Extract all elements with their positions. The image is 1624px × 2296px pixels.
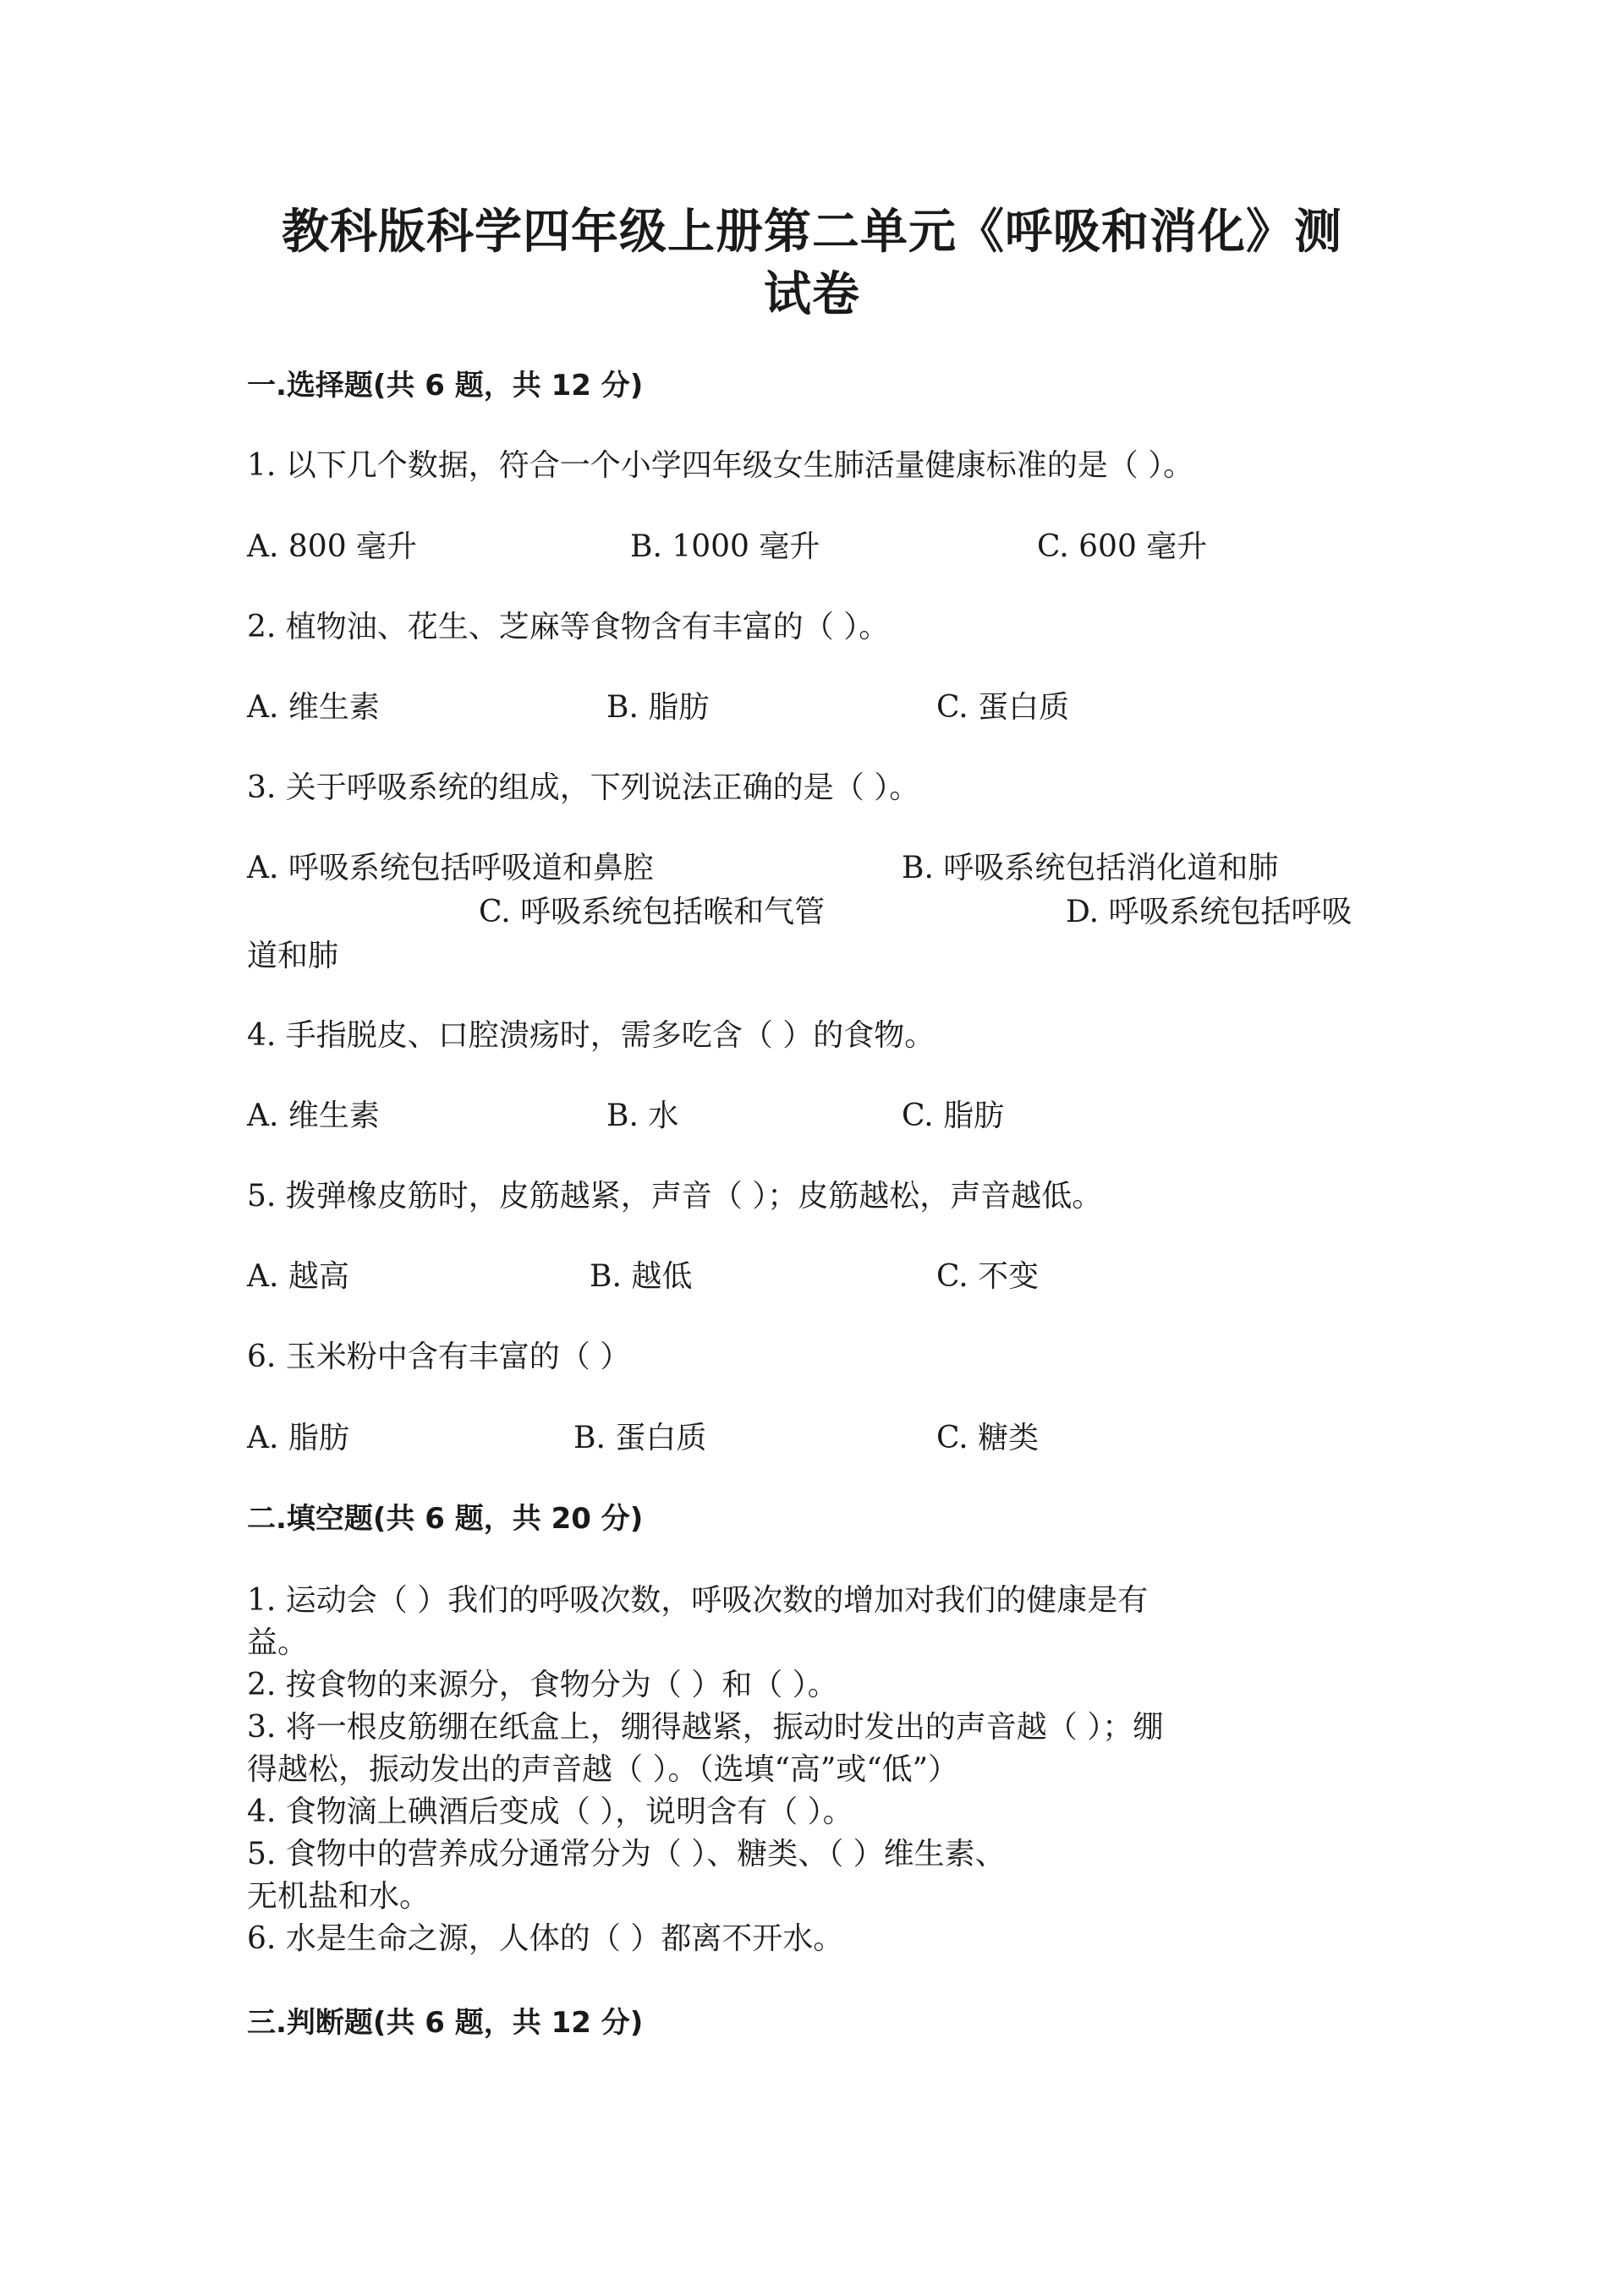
fill-question-6: 6. 水是生命之源，人体的（ ）都离不开水。 bbox=[247, 1921, 844, 1956]
choice-option-3b: B. 呼吸系统包括消化道和肺 bbox=[902, 851, 1279, 885]
choice-option-6a: A. 脂肪 bbox=[247, 1421, 349, 1455]
choice-option-1b: B. 1000 毫升 bbox=[630, 529, 820, 564]
choice-option-4b: B. 水 bbox=[606, 1099, 679, 1133]
choice-option-4a: A. 维生素 bbox=[247, 1099, 380, 1133]
choice-option-4c: C. 脂肪 bbox=[902, 1099, 1005, 1133]
choice-question-3: 3. 关于呼吸系统的组成，下列说法正确的是（ ）。 bbox=[247, 770, 920, 805]
choice-question-6: 6. 玉米粉中含有丰富的（ ） bbox=[247, 1340, 631, 1374]
fill-question-5: 5. 食物中的营养成分通常分为（ ）、糖类、（ ）维生素、 bbox=[247, 1837, 1006, 1871]
choice-option-2c: C. 蛋白质 bbox=[936, 690, 1070, 725]
choice-option-2a: A. 维生素 bbox=[247, 690, 380, 725]
choice-option-3d: D. 呼吸系统包括呼吸 bbox=[1066, 895, 1352, 929]
section-heading-fill: 二.填空题(共 6 题，共 20 分) bbox=[247, 1502, 644, 1536]
choice-option-5c: C. 不变 bbox=[936, 1259, 1040, 1294]
fill-question-2: 2. 按食物的来源分，食物分为（ ）和（ ）。 bbox=[247, 1668, 838, 1702]
choice-option-3a: A. 呼吸系统包括呼吸道和鼻腔 bbox=[247, 851, 654, 885]
choice-option-3d-continued: 道和肺 bbox=[247, 939, 339, 973]
section-heading-choice: 一.选择题(共 6 题，共 12 分) bbox=[247, 369, 644, 403]
choice-question-2: 2. 植物油、花生、芝麻等食物含有丰富的（ ）。 bbox=[247, 610, 890, 644]
exam-title-line-2: 试卷 bbox=[764, 267, 860, 322]
choice-option-5b: B. 越低 bbox=[590, 1259, 693, 1294]
choice-option-5a: A. 越高 bbox=[247, 1259, 349, 1294]
choice-option-2b: B. 脂肪 bbox=[606, 690, 710, 725]
choice-question-1: 1. 以下几个数据，符合一个小学四年级女生肺活量健康标准的是（ ）。 bbox=[247, 448, 1194, 483]
fill-question-1: 1. 运动会（ ）我们的呼吸次数，呼吸次数的增加对我们的健康是有 bbox=[247, 1583, 1149, 1618]
fill-question-3-continued: 得越松，振动发出的声音越（ ）。（选填“高”或“低”） bbox=[247, 1752, 959, 1787]
choice-question-4: 4. 手指脱皮、口腔溃疡时，需多吃含（ ）的食物。 bbox=[247, 1018, 935, 1053]
choice-option-6b: B. 蛋白质 bbox=[573, 1421, 707, 1455]
fill-question-4: 4. 食物滴上碘酒后变成（ ），说明含有（ ）。 bbox=[247, 1795, 853, 1829]
fill-question-3: 3. 将一根皮筋绷在纸盒上，绷得越紧，振动时发出的声音越（ ）；绷 bbox=[247, 1710, 1164, 1745]
fill-question-1-continued: 益。 bbox=[247, 1625, 309, 1660]
choice-option-3c: C. 呼吸系统包括喉和气管 bbox=[479, 895, 826, 929]
section-heading-judge: 三.判断题(共 6 题，共 12 分) bbox=[247, 2006, 644, 2040]
exam-title-line-1: 教科版科学四年级上册第二单元《呼吸和消化》测 bbox=[282, 205, 1342, 260]
choice-option-1a: A. 800 毫升 bbox=[247, 529, 418, 564]
fill-question-5-continued: 无机盐和水。 bbox=[247, 1879, 431, 1914]
choice-option-6c: C. 糖类 bbox=[936, 1421, 1040, 1455]
choice-question-5: 5. 拨弹橡皮筋时，皮筋越紧，声音（ ）；皮筋越松，声音越低。 bbox=[247, 1179, 1103, 1214]
choice-option-1c: C. 600 毫升 bbox=[1037, 529, 1208, 564]
